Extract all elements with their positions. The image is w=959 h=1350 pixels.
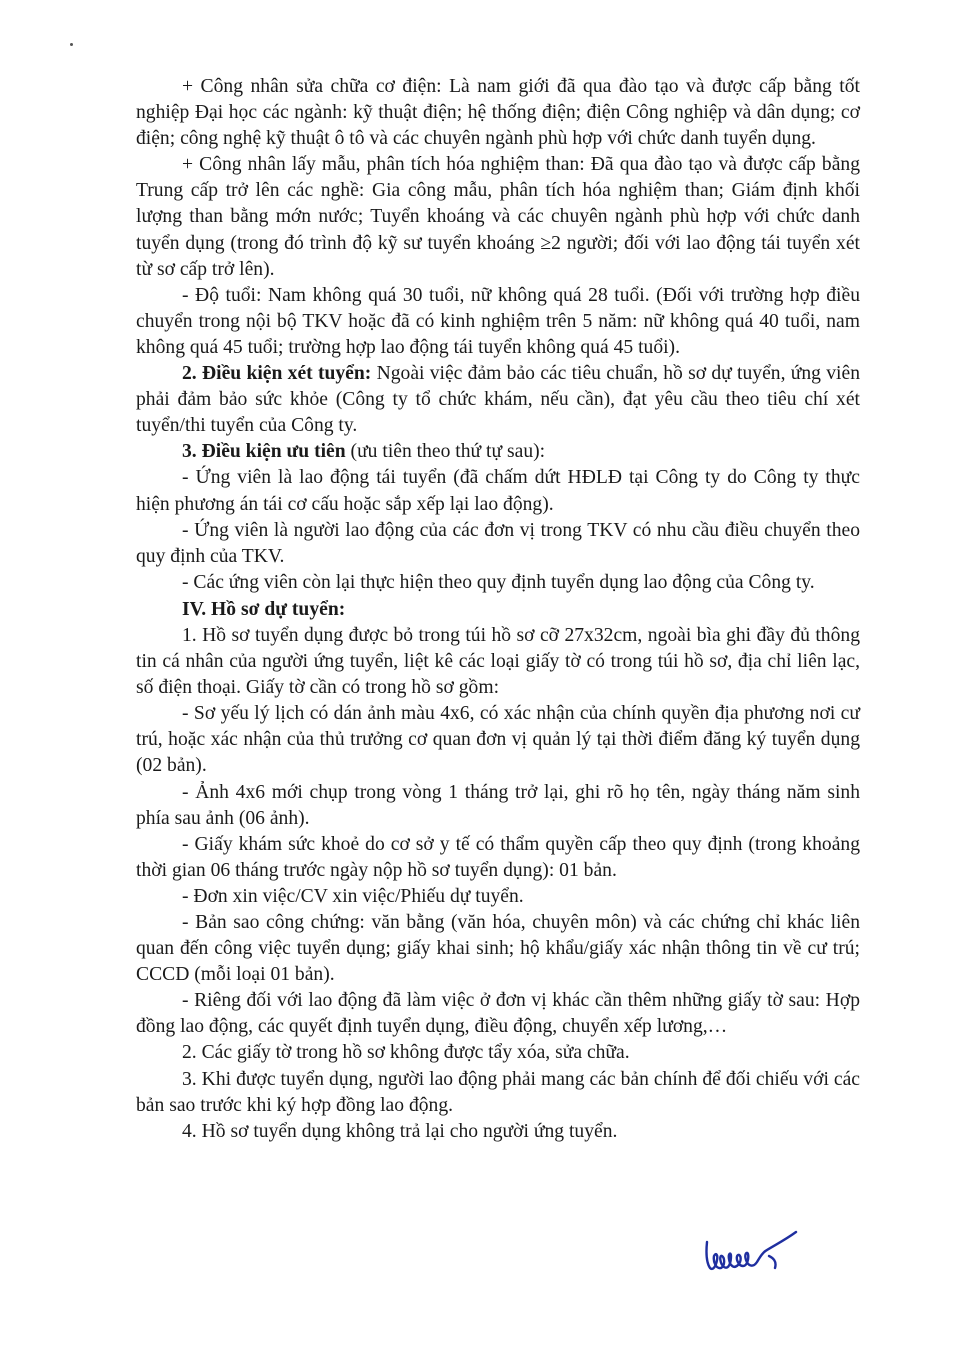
paragraph-originals: 3. Khi được tuyển dụng, người lao động phải mang các bản chính để đối chiếu với các bản sao trước khi ký hợp đồng lao động. (136, 1068, 860, 1116)
paragraph-priority-1: - Ứng viên là lao động tái tuyển (đã chấm dứt HĐLĐ tại Công ty do Công ty thực hiện phương án tái cơ cấu hoặc sắp xếp lại lao động). (136, 467, 860, 515)
paragraph-cv: - Sơ yếu lý lịch có dán ảnh màu 4x6, có xác nhận của chính quyền địa phương nơi cư trú, hoặc xác nhận của thủ trưởng cơ quan đơn vị quản lý tại thời điểm đăng ký tuyển dụng (02 bản). (136, 703, 860, 777)
paragraph-sampling-worker: + Công nhân lấy mẫu, phân tích hóa nghiệm than: Đã qua đào tạo và được cấp bằng Trung cấp trở lên các nghề: Gia công mẫu, phân tích hóa nghiệm than; Giám định khối lượng than bằng mớn nước; Tuyển khoáng và các chuyên ngành phù hợp với chức danh tuyển dụng (trong đó trình độ kỹ sư tuyển khoáng ≥2 người; đối với lao động tái tuyển xét từ sơ cấp trở lên). (136, 154, 860, 280)
paragraph-priority-3: - Các ứng viên còn lại thực hiện theo quy định tuyển dụng lao động của Công ty. (182, 571, 815, 593)
paragraph-application-1: 1. Hồ sơ tuyển dụng được bỏ trong túi hồ sơ cỡ 27x32cm, ngoài bìa ghi đầy đủ thông tin cá nhân của người ứng tuyển, liệt kê các loại giấy tờ có trong túi hồ sơ, địa chỉ liên lạc, số điện thoại. Giấy tờ cần có trong hồ sơ gồm: (136, 624, 860, 699)
paragraph-photo: - Ảnh 4x6 mới chụp trong vòng 1 tháng trở lại, ghi rõ họ tên, ngày tháng năm sinh phía sau ảnh (06 ảnh). (136, 781, 860, 829)
selection-conditions-heading: 2. Điều kiện xét tuyển: (182, 363, 372, 385)
paragraph-age: - Độ tuổi: Nam không quá 30 tuổi, nữ không quá 28 tuổi. (Đối với trường hợp điều chuyển trong nội bộ TKV hoặc đã có kinh nghiệm trên 5 năm: nữ không quá 40 tuổi, nam không quá 45 tuổi; trường hợp lao động tái tuyển không quá 45 tuổi). (136, 284, 860, 358)
paragraph-priority-2: - Ứng viên là người lao động của các đơn vị trong TKV có nhu cầu điều chuyển theo quy định của TKV. (136, 519, 860, 567)
paragraph-repair-worker: + Công nhân sửa chữa cơ điện: Là nam giới đã qua đào tạo và được cấp bằng tốt nghiệp Đại học các ngành: kỹ thuật điện; hệ thống điện; điện Công nghiệp và dân dụng; cơ điện; công nghệ kỹ thuật ô tô và các chuyên ngành phù hợp với chức danh tuyển dụng. (136, 76, 860, 150)
paragraph-application-letter: - Đơn xin việc/CV xin việc/Phiếu dự tuyển. (182, 885, 524, 907)
paragraph-selection-conditions (136, 361, 860, 439)
document-body (136, 74, 860, 1145)
initials-signature (703, 1228, 799, 1280)
paragraph-previous-work: - Riêng đối với lao động đã làm việc ở đơn vị khác cần thêm những giấy tờ sau: Hợp đồng lao động, các quyết định tuyển dụng, điều động, chuyển xếp lương,… (136, 990, 860, 1038)
paragraph-no-erasure: 2. Các giấy tờ trong hồ sơ không được tẩy xóa, sửa chữa. (182, 1042, 630, 1064)
section-heading-application: IV. Hồ sơ dự tuyển: (182, 598, 346, 620)
selection-conditions-text: Ngoài việc đảm bảo các tiêu chuẩn, hồ sơ dự tuyển, ứng viên phải đảm bảo sức khỏe (Công ty tổ chức khám, nếu cần), đạt yêu cầu theo tiêu chí xét tuyển/thi tuyển của Công ty. (136, 363, 860, 437)
scan-dot-top (70, 43, 73, 46)
paragraph-health: - Giấy khám sức khoẻ do cơ sở y tế có thẩm quyền cấp theo quy định (trong khoảng thời gian 06 tháng trước ngày nộp hồ sơ tuyển dụng): 01 bản. (136, 833, 860, 881)
paragraph-no-return: 4. Hồ sơ tuyển dụng không trả lại cho người ứng tuyển. (182, 1120, 618, 1142)
priority-conditions-text: (ưu tiên theo thứ tự sau): (345, 441, 546, 463)
paragraph-priority-conditions (136, 439, 860, 465)
paragraph-notarized: - Bản sao công chứng: văn bằng (văn hóa, chuyên môn) và các chứng chỉ khác liên quan đến công việc tuyển dụng; giấy khai sinh; hộ khẩu/giấy xác nhận thông tin về cư trú; CCCD (mỗi loại 01 bản). (136, 912, 860, 986)
priority-conditions-heading: 3. Điều kiện ưu tiên (182, 441, 346, 463)
